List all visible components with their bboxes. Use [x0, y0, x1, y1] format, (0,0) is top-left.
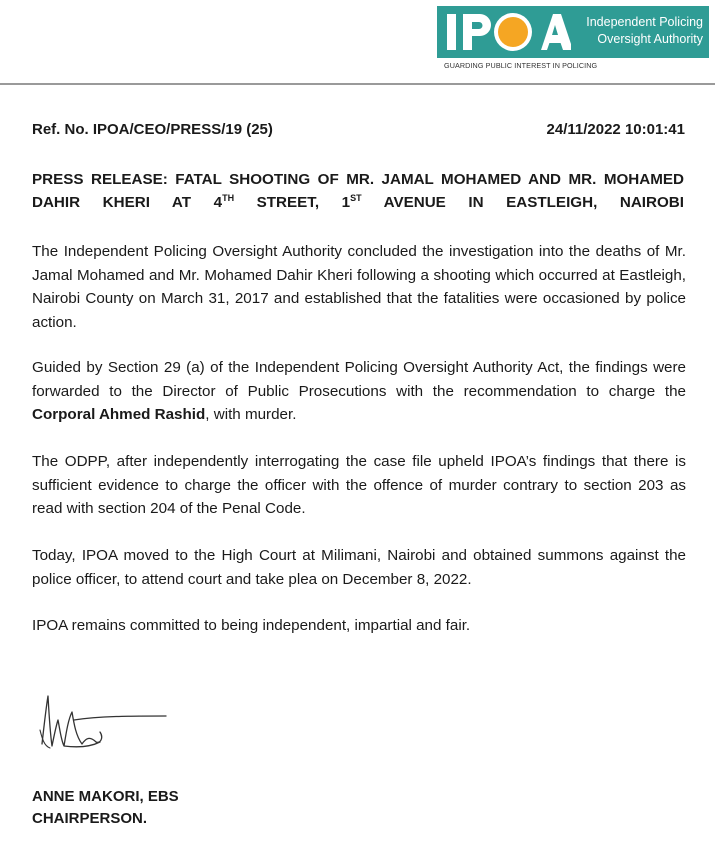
paragraph-recommendation [32, 356, 686, 427]
signatory-position: CHAIRPERSON. [32, 810, 148, 827]
tagline: GUARDING PUBLIC INTEREST IN POLICING [444, 61, 598, 70]
paragraph-commitment: IPOA remains committed to being independent, impartial and fair. [32, 617, 471, 634]
org-name-line2: Oversight Authority [597, 32, 703, 46]
signatory-block [32, 786, 179, 830]
paragraph-odpp: The ODPP, after independently interrogating the case file upheld IPOA’s findings that there is sufficient evidence to charge the officer with the offence of murder contrary to section 203 as read with section 204 of the Penal Code. [32, 453, 686, 517]
paragraph-investigation: The Independent Policing Oversight Authority concluded the investigation into the deaths of Mr. Jamal Mohamed and Mr. Mohamed Dahir Kheri following a shooting which occurred at Eastleigh, Nairobi County on March 31, 2017 and established that the fatalities were occasioned by police action. [32, 243, 686, 331]
title-part1: PRESS RELEASE: FATAL SHOOTING OF MR. JAMAL MOHAMED AND MR. MOHAMED DAHIR KHERI AT 4 [32, 171, 684, 211]
signature [30, 686, 170, 756]
title-sup1: TH [222, 192, 235, 203]
paragraph-court: Today, IPOA moved to the High Court at Milimani, Nairobi and obtained summons against the police officer, to attend court and take plea on December 8, 2022. [32, 547, 686, 588]
org-name-line1: Independent Policing [586, 15, 703, 29]
title-part3: AVENUE IN EASTLEIGH, NAIROBI [361, 194, 684, 211]
press-release-title [32, 168, 684, 214]
p2-text-end: , with murder. [205, 406, 297, 423]
ipoa-wordmark [445, 8, 571, 56]
reference-number: Ref. No. IPOA/CEO/PRESS/19 (25) [32, 121, 273, 138]
signatory-name: ANNE MAKORI, EBS [32, 788, 179, 805]
title-sup2: ST [350, 192, 362, 203]
title-part2: STREET, 1 [234, 194, 351, 211]
officer-name: Corporal Ahmed Rashid [32, 406, 206, 423]
letterhead [0, 0, 715, 90]
header-divider [0, 83, 715, 85]
ipoa-logo [437, 6, 709, 58]
p2-text: Guided by Section 29 (a) of the Independent Policing Oversight Authority Act, the findings were forwarded to the Director of Public Prosecutions with the recommendation to charge the [32, 359, 686, 400]
organization-name [571, 14, 703, 48]
release-datetime: 24/11/2022 10:01:41 [546, 121, 685, 138]
